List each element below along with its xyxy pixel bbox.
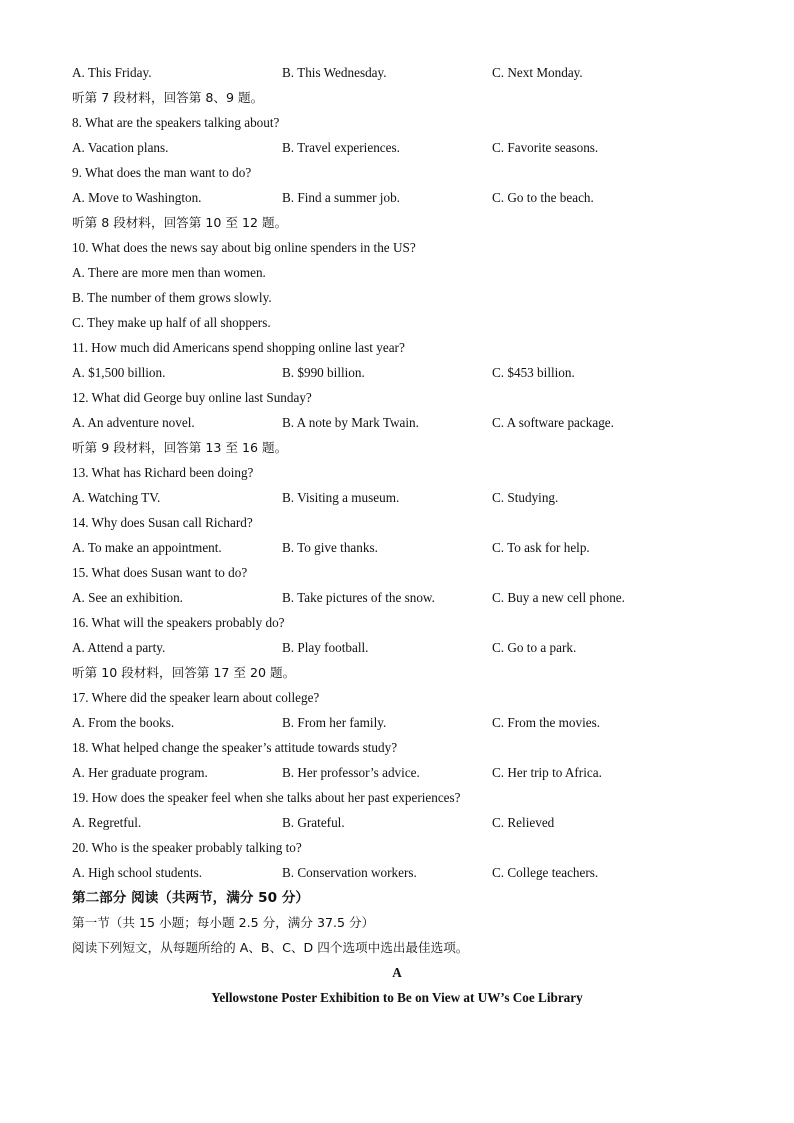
question-text [72, 337, 732, 362]
question-text-text: A. There are more men than women. [72, 265, 266, 280]
passage-title [72, 987, 722, 1012]
option-a: A. Move to Washington. [72, 190, 202, 205]
question-text [72, 562, 732, 587]
answer-options [72, 812, 732, 837]
question-text [72, 837, 732, 862]
answer-options [72, 62, 732, 87]
option-b: B. This Wednesday. [282, 65, 387, 80]
option-b: B. Take pictures of the snow. [282, 590, 435, 605]
question-text-text: C. They make up half of all shoppers. [72, 315, 271, 330]
answer-options [72, 137, 732, 162]
section-instruction-text: 听第 9 段材料，回答第 13 至 16 题。 [72, 440, 288, 455]
question-text [72, 387, 732, 412]
section-instruction-text: 听第 10 段材料，回答第 17 至 20 题。 [72, 665, 296, 680]
option-b: B. A note by Mark Twain. [282, 415, 419, 430]
option-c: C. Studying. [492, 490, 559, 505]
question-text [72, 612, 732, 637]
question-text [72, 262, 732, 287]
question-text-text: 19. How does the speaker feel when she talks about her past experiences? [72, 790, 461, 805]
section-instruction-text: 阅读下列短文，从每题所给的 A、B、C、D 四个选项中选出最佳选项。 [72, 940, 469, 955]
option-b: B. From her family. [282, 715, 387, 730]
question-text-text: 18. What helped change the speaker’s attitude towards study? [72, 740, 398, 755]
answer-options [72, 762, 732, 787]
answer-options [72, 412, 732, 437]
option-c: C. $453 billion. [492, 365, 575, 380]
section-instruction [72, 912, 732, 937]
option-c: C. Next Monday. [492, 65, 583, 80]
option-c: C. Go to a park. [492, 640, 577, 655]
question-text [72, 512, 732, 537]
question-text-text: 10. What does the news say about big online spenders in the US? [72, 240, 416, 255]
option-a: A. Attend a party. [72, 640, 166, 655]
option-c: C. A software package. [492, 415, 614, 430]
option-c: C. Her trip to Africa. [492, 765, 602, 780]
option-c: C. To ask for help. [492, 540, 590, 555]
option-a: A. Regretful. [72, 815, 142, 830]
question-text [72, 237, 732, 262]
option-a: A. See an exhibition. [72, 590, 183, 605]
option-b: B. Find a summer job. [282, 190, 400, 205]
question-text-text: 8. What are the speakers talking about? [72, 115, 280, 130]
option-c: C. Go to the beach. [492, 190, 594, 205]
option-c: C. From the movies. [492, 715, 601, 730]
answer-options [72, 587, 732, 612]
question-text-text: 16. What will the speakers probably do? [72, 615, 285, 630]
option-a: A. Vacation plans. [72, 140, 169, 155]
question-text-text: B. The number of them grows slowly. [72, 290, 272, 305]
question-text [72, 687, 732, 712]
question-text [72, 462, 732, 487]
option-b: B. Play football. [282, 640, 369, 655]
question-text-text: 20. Who is the speaker probably talking to? [72, 840, 302, 855]
option-a: A. Watching TV. [72, 490, 161, 505]
section-instruction [72, 212, 732, 237]
option-b: B. Visiting a museum. [282, 490, 400, 505]
question-text-text: 12. What did George buy online last Sunday? [72, 390, 312, 405]
section-instruction-text: 听第 8 段材料，回答第 10 至 12 题。 [72, 215, 288, 230]
section-instruction [72, 87, 732, 112]
option-a: A. From the books. [72, 715, 175, 730]
answer-options [72, 537, 732, 562]
answer-options [72, 187, 732, 212]
question-text-text: 9. What does the man want to do? [72, 165, 252, 180]
question-text-text: 15. What does Susan want to do? [72, 565, 248, 580]
option-a: A. This Friday. [72, 65, 152, 80]
section-instruction [72, 662, 732, 687]
question-text [72, 312, 732, 337]
question-text [72, 112, 732, 137]
option-c: C. College teachers. [492, 865, 599, 880]
answer-options [72, 637, 732, 662]
option-b: B. Grateful. [282, 815, 345, 830]
section-instruction [72, 437, 732, 462]
option-b: B. $990 billion. [282, 365, 365, 380]
question-text-text: 17. Where did the speaker learn about college? [72, 690, 320, 705]
option-a: A. An adventure novel. [72, 415, 195, 430]
option-b: B. To give thanks. [282, 540, 378, 555]
document-page [72, 62, 732, 1012]
option-b: B. Conservation workers. [282, 865, 417, 880]
question-text [72, 162, 732, 187]
section-instruction-text: 听第 7 段材料，回答第 8、9 题。 [72, 90, 264, 105]
question-text [72, 287, 732, 312]
passage-title-text: Yellowstone Poster Exhibition to Be on View at UW’s Coe Library [211, 990, 583, 1005]
option-b: B. Her professor’s advice. [282, 765, 420, 780]
option-a: A. High school students. [72, 865, 203, 880]
option-c: C. Relieved [492, 815, 555, 830]
option-a: A. Her graduate program. [72, 765, 208, 780]
option-c: C. Favorite seasons. [492, 140, 599, 155]
part-heading [72, 887, 732, 912]
question-text-text: 11. How much did Americans spend shopping online last year? [72, 340, 405, 355]
question-text [72, 787, 732, 812]
section-instruction [72, 937, 732, 962]
answer-options [72, 487, 732, 512]
answer-options [72, 712, 732, 737]
section-instruction-text: 第一节（共 15 小题；每小题 2.5 分，满分 37.5 分） [72, 915, 375, 930]
passage-title-text: A [392, 965, 402, 980]
part-heading-text: 第二部分 阅读（共两节，满分 50 分） [72, 890, 310, 906]
answer-options [72, 862, 732, 887]
option-a: A. $1,500 billion. [72, 365, 166, 380]
option-a: A. To make an appointment. [72, 540, 222, 555]
option-b: B. Travel experiences. [282, 140, 400, 155]
answer-options [72, 362, 732, 387]
question-text-text: 14. Why does Susan call Richard? [72, 515, 253, 530]
passage-title [72, 962, 722, 987]
question-text [72, 737, 732, 762]
option-c: C. Buy a new cell phone. [492, 590, 625, 605]
question-text-text: 13. What has Richard been doing? [72, 465, 254, 480]
